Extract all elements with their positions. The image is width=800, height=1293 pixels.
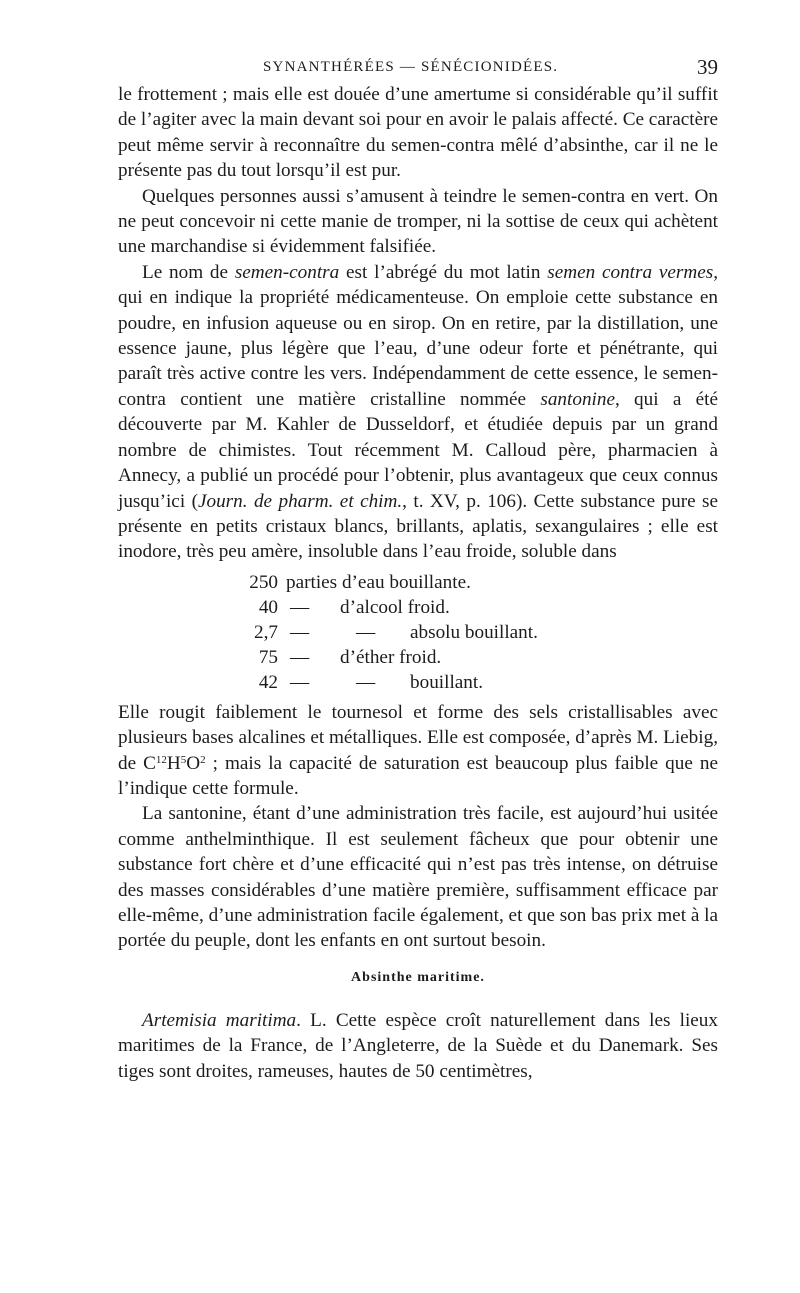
paragraph-text	[118, 700, 718, 802]
formula-subscript: 5	[180, 753, 187, 766]
solubility-text: d’alcool froid.	[340, 596, 450, 618]
section-heading: Absinthe maritime.	[351, 969, 485, 985]
solubility-row	[118, 572, 718, 597]
italic-term: santonine	[540, 388, 615, 410]
page-body	[118, 82, 718, 1084]
solubility-row	[118, 597, 718, 622]
paragraph-1	[118, 82, 718, 184]
text-run: , t. XV, p. 106). Cette substance pure se présente en petits cristaux blancs, brillants, aplatis, sexangulaires ; elle est inodore, très peu amère, insoluble dans l’eau froide, soluble dans	[118, 490, 719, 563]
solubility-table	[118, 568, 718, 696]
paragraph-text: Quelques personnes aussi s’amusent à teindre le semen-contra en vert. On ne peut concevoir ni cette manie de tromper, ni la sottise de ceux qui achètent une marchandise si évidemment falsifiée.	[118, 185, 718, 258]
text-run: , qui en indique la propriété médicamenteuse. On emploie cette substance en poudre, en infusion aqueuse ou en sirop. On en retire, par la distillation, une essence jaune, plus légère que l’eau, d’une odeur forte et pénétrante, qui paraît très active contre les vers. Indépendamment de cette essence, le semen-contra contient une matière cristalline nommée	[118, 261, 718, 410]
ditto-dash: —	[290, 621, 310, 643]
solubility-row	[118, 622, 718, 647]
paragraph-text: La santonine, étant d’une administration très facile, est aujourd’hui usitée comme anthelminthique. Il est seulement fâcheux que pour obtenir une substance fort chère et d’une efficacité qui n’est pas très intense, on détruise des masses considérables d’une matière première, suffisamment efficace par elle-même, d’une administration facile également, et que son bas prix met à la portée du peuple, dont les enfants en ont surtout besoin.	[118, 803, 718, 952]
parts-value: 75	[258, 646, 278, 668]
text-run: ; mais la capacité de saturation est beaucoup plus faible que ne l’indique cette formule.	[118, 752, 718, 799]
italic-citation: Journ. de pharm. et chim.	[197, 490, 403, 512]
paragraph-3	[118, 260, 718, 565]
parts-value: 2,7	[254, 621, 278, 643]
solubility-text: d’éther froid.	[340, 646, 442, 668]
ditto-dash: —	[290, 646, 310, 668]
formula-element: O	[186, 752, 201, 774]
formula-subscript: 12	[155, 753, 167, 766]
text-run: Le nom de	[142, 261, 235, 283]
paragraph-5	[118, 801, 718, 953]
ditto-dash: —	[356, 621, 376, 643]
paragraph-text: le frottement ; mais elle est douée d’une amertume si considérable qu’il suffit de l’agiter avec la main devant soi pour en avoir le palais affecté. Ce caractère peut même servir à reconnaître du semen-contra mêlé d’absinthe, car il ne le présente pas du tout lorsqu’il est pur.	[118, 84, 719, 182]
running-head	[118, 55, 718, 83]
text-run: , qui a été découverte par M. Kahler de Dusseldorf, et étudiée depuis par un grand nombre de chimistes. Tout récemment M. Calloud père, pharmacien à Annecy, a publié un procédé pour l’obtenir, plus avantageux que ceux connus jusqu’ici (	[118, 388, 719, 512]
solubility-text: absolu bouillant.	[410, 621, 538, 643]
formula-subscript: 2	[200, 753, 206, 766]
ditto-dash: —	[356, 671, 376, 693]
paragraph-text	[118, 260, 718, 565]
text-run: . L. Cette espèce croît naturellement dans les lieux maritimes de la France, de l’Angleterre, de la Suède et du Danemark. Ses tiges sont droites, rameuses, hautes de 50 centimètres,	[118, 1009, 718, 1082]
running-title: SYNANTHÉRÉES — SÉNÉCIONIDÉES.	[263, 59, 559, 75]
text-run: Elle rougit faiblement le tournesol et forme des sels cristallisables avec plusieurs bases alcalines et métalliques. Elle est composée, d’après M. Liebig, de C	[118, 701, 718, 774]
solubility-row	[118, 672, 718, 697]
ditto-dash: —	[290, 671, 310, 693]
parts-value: 40	[258, 596, 278, 618]
text-run: est l’abrégé du mot latin	[339, 261, 548, 283]
paragraph-text	[118, 1008, 718, 1084]
paragraph-2	[118, 184, 718, 260]
paragraph-4	[118, 700, 718, 802]
parts-value: 42	[258, 671, 278, 693]
italic-term: semen contra vermes	[547, 261, 714, 283]
formula-element: H	[166, 752, 181, 774]
parts-value: 250	[249, 571, 278, 593]
solubility-row	[118, 647, 718, 672]
species-name: Artemisia maritima	[142, 1009, 297, 1031]
solubility-text: bouillant.	[410, 671, 484, 693]
italic-term: semen-contra	[234, 261, 340, 283]
paragraph-6	[118, 1008, 718, 1084]
solubility-text: parties d’eau bouillante.	[286, 571, 471, 593]
page-number: 39	[697, 55, 718, 79]
ditto-dash: —	[290, 596, 310, 618]
